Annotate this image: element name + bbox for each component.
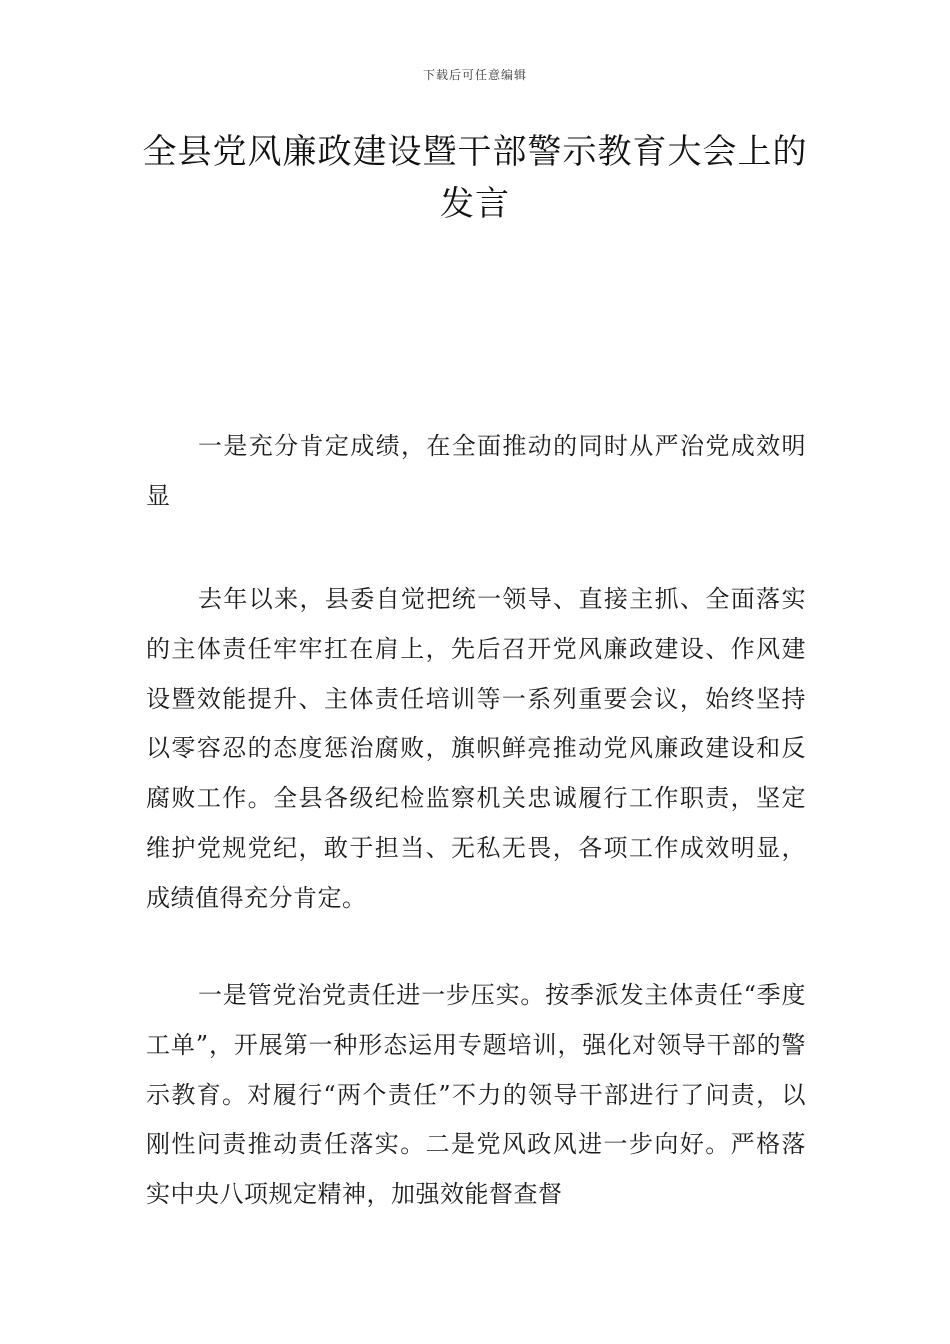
header-note: 下载后可任意编辑 [422,68,527,82]
paragraph-1: 一是充分肯定成绩，在全面推动的同时从严治党成效明显 [146,432,806,510]
document-title: 全县党风廉政建设暨干部警示教育大会上的发言 [142,132,808,224]
paragraph-3: 一是管党治党责任进一步压实。按季派发主体责任“季度工单”，开展第一种形态运用专题培训，强化对领导干部的警示教育。对履行“两个责任”不力的领导干部进行了问责，以刚性问责推动责任落实。二是党风政风进一步向好。严格落实中央八项规定精神，加强效能督查督 [146,981,806,1209]
paragraph-2: 去年以来，县委自觉把统一领导、直接主抓、全面落实的主体责任牢牢扛在肩上，先后召开党风廉政建设、作风建设暨效能提升、主体责任培训等一系列重要会议，始终坚持以零容忍的态度惩治腐败，旗帜鲜亮推动党风廉政建设和反腐败工作。全县各级纪检监察机关忠诚履行工作职责，坚定维护党规党纪，敢于担当、无私无畏，各项工作成效明显，成绩值得充分肯定。 [146,585,806,912]
